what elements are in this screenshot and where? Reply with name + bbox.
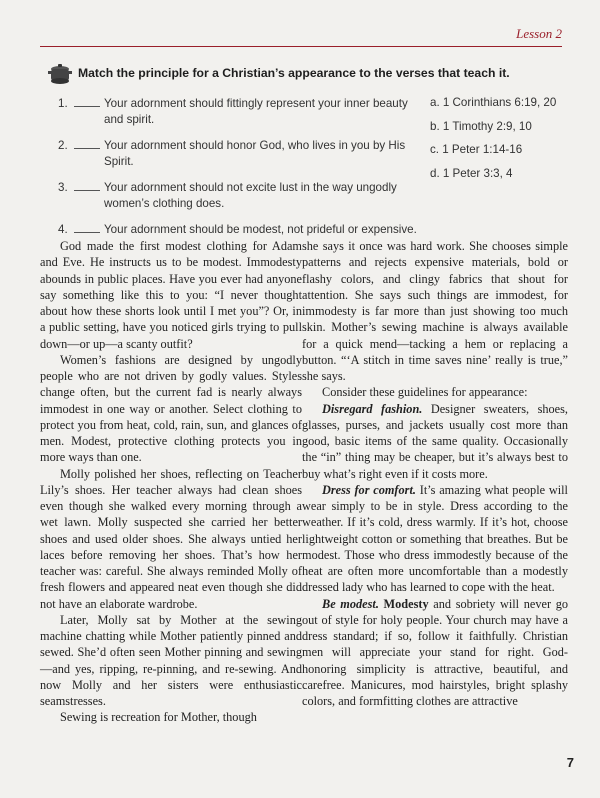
- question-text: Your adornment should fittingly represent your inner beauty and spirit.: [104, 97, 408, 126]
- left-text-column: [40, 238, 302, 726]
- paragraph: she says it once was hard work. She chooses simple patterns and rejects expensive materials, bold or flashy colors, and clingy fabrics that shout for attention. She says such things are immodest, for immodesty is far more than just showing too much skin. Mother’s sewing machine is always available for a quick mend—tacking a hem or replacing a button. “‘A stitch in time saves nine’ really is true,” she says.: [302, 239, 568, 383]
- guideline-text: and sobriety will never go out of style for holy people. Your church may have a dress standard; if so, follow it faithfully. Christian men will appreciate your stand for right. God-honoring simplicity is attractive, beautiful, and carefree. Manicures, mod hairstyles, bright splashy colors, and formfitting clothes are attractive: [302, 596, 568, 708]
- guideline-bold-word: Modesty: [378, 596, 429, 611]
- answer-blank[interactable]: [74, 96, 100, 107]
- exercise-instruction: Match the principle for a Christian’s appearance to the verses that teach it.: [78, 66, 510, 80]
- answer-blank[interactable]: [74, 138, 100, 149]
- guideline-heading: Dress for comfort.: [322, 482, 416, 497]
- guideline-paragraph: [302, 401, 568, 482]
- guideline-paragraph: [302, 596, 568, 710]
- guideline-text: Designer sweaters, shoes, glasses, purses, and jackets usually cost more than good, basic items of the same quality. Occasionally the “in” thing may be cheaper, but it’s always best to buy what’s right even if it costs more.: [302, 401, 568, 481]
- question-list: [58, 96, 418, 248]
- question-text: Your adornment should not excite lust in the way ungodly women’s clothing does.: [104, 181, 397, 210]
- question-text: Your adornment should honor God, who lives in you by His Spirit.: [104, 139, 406, 168]
- guideline-heading: Be modest.: [322, 596, 379, 611]
- answer-option: b. 1 Timothy 2:9, 10: [430, 119, 532, 133]
- answer-blank[interactable]: [74, 180, 100, 191]
- cooking-pot-icon: [48, 63, 72, 85]
- question-number: 2.: [58, 139, 68, 152]
- question-number: 3.: [58, 181, 68, 194]
- answer-option: d. 1 Peter 3:3, 4: [430, 166, 513, 180]
- answer-option: a. 1 Corinthians 6:19, 20: [430, 96, 557, 109]
- question-item: [58, 96, 418, 128]
- paragraph: Later, Molly sat by Mother at the sewing machine chatting while Mother patiently pinned and sewed. She’d often seen Mother pinning and sewing—and yes, ripping, re-pinning, and re-sewing. And now Molly and her sisters were enthusiastic seamstresses.: [40, 612, 302, 708]
- question-text: Your adornment should be modest, not prideful or expensive.: [104, 223, 417, 236]
- question-number: 4.: [58, 223, 68, 236]
- question-item: [58, 138, 418, 170]
- header-rule: [40, 46, 562, 47]
- paragraph: Sewing is recreation for Mother, though: [60, 710, 257, 725]
- guideline-heading: Disregard fashion.: [322, 401, 423, 416]
- guideline-text: It’s amazing what people will wear simply to be in style. Dress according to the weather. If it’s cold, dress warmly. If it’s hot, choose lightweight cotton or something that breathes. But be modest. Those who dress immodestly because of the heat are often more uncomfortable than a modestly dressed lady who has learned to cope with the heat.: [302, 482, 568, 595]
- guideline-paragraph: [302, 482, 568, 596]
- right-text-column: [302, 238, 568, 709]
- paragraph: Molly polished her shoes, reflecting on Teacher Lily’s shoes. Her teacher always had clean shoes even though she walked every morning through a wet lawn. Molly suspected she carried her better shoes and used older shoes. She always untied her laces before removing her shoes. That’s how her teacher was: careful. She always reminded Molly of fresh flowers and appeared neat even though she did not have an elaborate wardrobe.: [40, 466, 302, 611]
- answer-blank[interactable]: [74, 222, 100, 233]
- page-number: 7: [566, 755, 574, 770]
- paragraph: God made the first modest clothing for Adam and Eve. He instructs us to be modest. Immodesty abounds in public places. Have you ever had anyone say something like this to you: “I never thought about how these shorts look until I met you”? Or, in a public setting, have you noticed girls trying to pull down—or up—a scanty outfit?: [40, 239, 302, 351]
- answer-option: c. 1 Peter 1:14-16: [430, 143, 523, 156]
- question-item: [58, 180, 418, 212]
- paragraph: Women’s fashions are designed by ungodly people who are not driven by godly values. Styles change often, but the current fad is nearly always immodest in one way or another. Select clothing to protect you from heat, cold, rain, sun, and glances of men. Modest, protective clothing protects you in more ways than one.: [40, 352, 302, 465]
- answer-options: [430, 96, 590, 190]
- lesson-label: Lesson 2: [516, 26, 562, 41]
- paragraph: Consider these guidelines for appearance:: [322, 385, 528, 400]
- question-item: [58, 222, 458, 238]
- question-number: 1.: [58, 97, 68, 110]
